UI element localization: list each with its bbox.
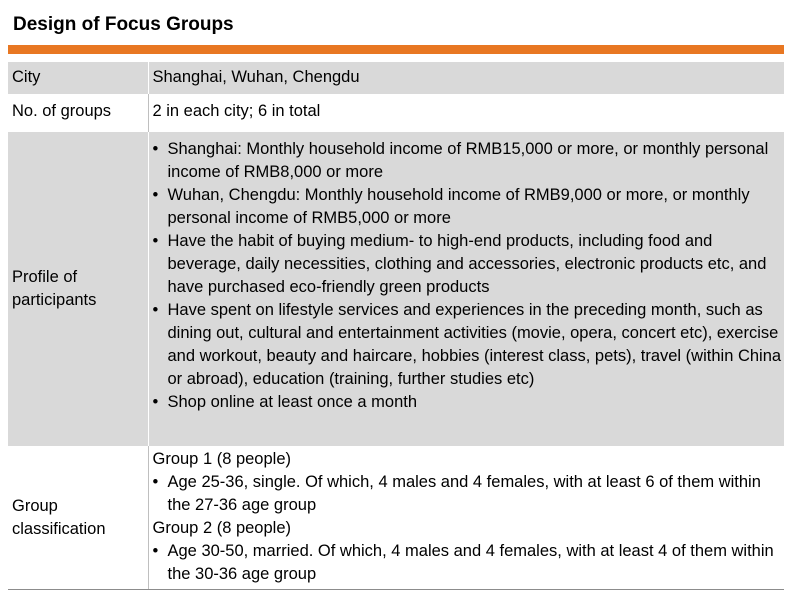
list-item: • Shanghai: Monthly household income of RMB15,000 or more, or monthly personal income of RMB8,000 or more bbox=[152, 140, 769, 181]
table-row-groups bbox=[8, 94, 784, 132]
row-value-groups: 2 in each city; 6 in total bbox=[148, 94, 784, 132]
bullet-icon: • bbox=[152, 473, 159, 491]
bullet-icon: • bbox=[152, 140, 159, 158]
list-item: • Age 25-36, single. Of which, 4 males and 4 females, with at least 6 of them within the 27-36 age group bbox=[152, 473, 761, 514]
page-title: Design of Focus Groups bbox=[13, 14, 234, 35]
list-item: • Age 30-50, married. Of which, 4 males and 4 females, with at least 4 of them within the 30-36 age group bbox=[152, 542, 774, 583]
row-label-city: City bbox=[8, 62, 148, 94]
row-label-classification-line1: Group bbox=[12, 496, 58, 515]
list-item: • Shop online at least once a month bbox=[153, 391, 785, 414]
accent-bar bbox=[8, 45, 784, 54]
group-1-list bbox=[153, 471, 785, 517]
bullet-icon: • bbox=[152, 186, 159, 204]
bullet-icon: • bbox=[152, 542, 159, 560]
table-row-profile bbox=[8, 132, 784, 446]
group-2-title: Group 2 (8 people) bbox=[152, 519, 292, 537]
row-label-profile-line1: Profile of bbox=[12, 268, 78, 286]
row-label-classification bbox=[8, 446, 148, 590]
row-value-classification bbox=[148, 446, 784, 590]
row-label-classification-line2: classification bbox=[12, 519, 106, 538]
row-value-city: Shanghai, Wuhan, Chengdu bbox=[148, 62, 784, 94]
list-item: • Have the habit of buying medium- to high-end products, including food and beverage, daily necessities, clothing and accessories, electronic products etc, and have purchased eco-friendly green products bbox=[152, 232, 767, 296]
profile-list bbox=[153, 138, 785, 414]
row-label-groups: No. of groups bbox=[8, 94, 148, 132]
group-2-list bbox=[153, 540, 785, 586]
row-label-profile bbox=[8, 132, 148, 446]
bullet-icon: • bbox=[152, 393, 159, 411]
focus-group-table bbox=[8, 62, 784, 590]
bullet-icon: • bbox=[152, 301, 159, 319]
row-value-profile bbox=[148, 132, 784, 446]
list-item: • Wuhan, Chengdu: Monthly household income of RMB9,000 or more, or monthly personal income of RMB5,000 or more bbox=[152, 186, 750, 227]
bullet-icon: • bbox=[152, 232, 159, 250]
table-row-classification bbox=[8, 446, 784, 590]
group-1-title: Group 1 (8 people) bbox=[152, 450, 292, 468]
table-row-city bbox=[8, 62, 784, 94]
row-label-profile-line2: participants bbox=[12, 291, 97, 309]
list-item: • Have spent on lifestyle services and experiences in the preceding month, such as dining out, cultural and entertainment activities (movie, opera, concert etc), exercise and workout, beauty and haircare, hobbies (interest class, pets), travel (within China or abroad), education (training, further studies etc) bbox=[152, 301, 782, 388]
